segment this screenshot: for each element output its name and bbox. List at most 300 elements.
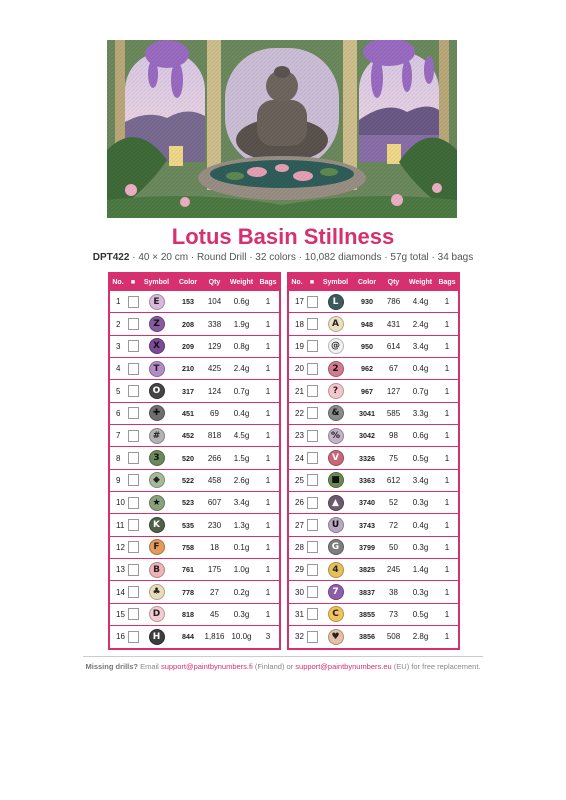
symbol-cell <box>319 536 352 558</box>
header-color: Color <box>352 273 382 291</box>
row-checkbox[interactable] <box>128 385 139 397</box>
row-checkbox[interactable] <box>307 564 318 576</box>
row-checkbox-cell <box>305 358 319 380</box>
quantity: 129 <box>203 335 226 357</box>
row-checkbox-cell <box>305 291 319 313</box>
color-code: 844 <box>173 626 203 649</box>
symbol-cell <box>319 514 352 536</box>
symbol-cell <box>140 514 173 536</box>
table-row <box>109 402 280 424</box>
symbol-badge: 3 <box>149 450 165 466</box>
table-row <box>109 380 280 402</box>
symbol-cell <box>140 358 173 380</box>
email-link-finland[interactable]: support@paintbynumbers.fi <box>160 662 253 671</box>
product-specs: · 40 × 20 cm · Round Drill · 32 colors · 10,082 diamonds · 57g total · 34 bags <box>129 252 474 263</box>
row-checkbox[interactable] <box>128 340 139 352</box>
weight: 3.3g <box>405 402 436 424</box>
weight: 0.3g <box>405 492 436 514</box>
symbol-badge: V <box>328 450 344 466</box>
row-checkbox-cell <box>305 402 319 424</box>
row-number: 23 <box>288 425 305 447</box>
weight: 0.1g <box>226 536 257 558</box>
bags: 1 <box>257 291 280 313</box>
row-checkbox[interactable] <box>307 474 318 486</box>
symbol-badge: ◆ <box>149 472 165 488</box>
bags: 1 <box>257 492 280 514</box>
quantity: 245 <box>382 559 405 581</box>
header-symbol: Symbol <box>140 273 173 291</box>
quantity: 431 <box>382 313 405 335</box>
row-number: 9 <box>109 469 126 491</box>
weight: 0.2g <box>226 581 257 603</box>
footer-note <box>0 662 566 671</box>
color-code: 3799 <box>352 536 382 558</box>
header-check: ■ <box>126 273 140 291</box>
header-symbol: Symbol <box>319 273 352 291</box>
row-checkbox[interactable] <box>128 363 139 375</box>
row-checkbox[interactable] <box>307 631 318 643</box>
row-checkbox-cell <box>126 559 140 581</box>
row-checkbox[interactable] <box>128 318 139 330</box>
symbol-cell <box>140 559 173 581</box>
row-checkbox[interactable] <box>128 452 139 464</box>
row-checkbox[interactable] <box>307 340 318 352</box>
symbol-cell <box>319 559 352 581</box>
row-checkbox-cell <box>305 447 319 469</box>
row-checkbox[interactable] <box>128 608 139 620</box>
symbol-badge: 4 <box>328 562 344 578</box>
bags: 1 <box>436 402 459 424</box>
weight: 2.8g <box>405 626 436 649</box>
row-checkbox-cell <box>126 402 140 424</box>
table-row <box>109 447 280 469</box>
table-row <box>109 559 280 581</box>
quantity: 98 <box>382 425 405 447</box>
email-link-eu[interactable]: support@paintbynumbers.eu <box>295 662 392 671</box>
symbol-cell <box>140 380 173 402</box>
row-number: 8 <box>109 447 126 469</box>
symbol-badge: # <box>149 428 165 444</box>
table-row <box>288 313 459 335</box>
weight: 3.4g <box>405 335 436 357</box>
symbol-cell <box>319 469 352 491</box>
row-number: 1 <box>109 291 126 313</box>
row-number: 11 <box>109 514 126 536</box>
table-row <box>109 291 280 313</box>
symbol-badge: Z <box>149 316 165 332</box>
row-checkbox[interactable] <box>307 363 318 375</box>
symbol-badge: ♣ <box>149 584 165 600</box>
bags: 1 <box>436 358 459 380</box>
symbol-badge: ✚ <box>149 405 165 421</box>
table-row <box>288 603 459 625</box>
bags: 1 <box>436 447 459 469</box>
row-number: 5 <box>109 380 126 402</box>
product-code: DPT422 <box>92 252 130 263</box>
row-number: 21 <box>288 380 305 402</box>
quantity: 38 <box>382 581 405 603</box>
color-code: 3743 <box>352 514 382 536</box>
quantity: 458 <box>203 469 226 491</box>
row-checkbox[interactable] <box>307 407 318 419</box>
row-checkbox[interactable] <box>307 296 318 308</box>
footer-text-2: (Finland) or <box>252 662 296 671</box>
row-number: 31 <box>288 603 305 625</box>
color-code: 3855 <box>352 603 382 625</box>
color-code: 3042 <box>352 425 382 447</box>
row-checkbox-cell <box>305 380 319 402</box>
quantity: 73 <box>382 603 405 625</box>
row-checkbox-cell <box>126 313 140 335</box>
weight: 0.3g <box>226 603 257 625</box>
symbol-cell <box>140 313 173 335</box>
weight: 0.5g <box>405 603 436 625</box>
color-code: 962 <box>352 358 382 380</box>
bags: 1 <box>436 425 459 447</box>
table-row <box>288 335 459 357</box>
symbol-badge: ▲ <box>328 495 344 511</box>
row-checkbox[interactable] <box>307 519 318 531</box>
row-checkbox-cell <box>305 581 319 603</box>
symbol-badge: H <box>149 629 165 645</box>
weight: 0.4g <box>226 402 257 424</box>
weight: 0.4g <box>405 514 436 536</box>
quantity: 69 <box>203 402 226 424</box>
symbol-cell <box>319 313 352 335</box>
bags: 1 <box>436 335 459 357</box>
color-code: 761 <box>173 559 203 581</box>
color-code: 520 <box>173 447 203 469</box>
row-checkbox-cell <box>126 469 140 491</box>
symbol-badge: K <box>149 517 165 533</box>
row-checkbox-cell <box>126 380 140 402</box>
row-checkbox[interactable] <box>128 430 139 442</box>
table-row <box>288 581 459 603</box>
symbol-badge: @ <box>328 338 344 354</box>
color-code: 930 <box>352 291 382 313</box>
row-number: 13 <box>109 559 126 581</box>
color-code: 3837 <box>352 581 382 603</box>
bags: 1 <box>257 536 280 558</box>
color-code: 3363 <box>352 469 382 491</box>
row-checkbox-cell <box>126 536 140 558</box>
table-row <box>109 492 280 514</box>
symbol-cell <box>319 603 352 625</box>
symbol-badge: U <box>328 517 344 533</box>
bags: 1 <box>436 291 459 313</box>
color-code: 778 <box>173 581 203 603</box>
row-number: 30 <box>288 581 305 603</box>
bags: 1 <box>257 469 280 491</box>
table-row <box>109 313 280 335</box>
table-row <box>288 425 459 447</box>
symbol-cell <box>319 581 352 603</box>
symbol-cell <box>140 469 173 491</box>
header-no: No. <box>288 273 305 291</box>
bags: 1 <box>436 603 459 625</box>
color-code: 522 <box>173 469 203 491</box>
row-number: 6 <box>109 402 126 424</box>
row-checkbox[interactable] <box>128 519 139 531</box>
bags: 1 <box>257 559 280 581</box>
symbol-badge: ? <box>328 383 344 399</box>
row-checkbox-cell <box>126 581 140 603</box>
footer-lead: Missing drills? <box>85 662 139 671</box>
row-number: 12 <box>109 536 126 558</box>
row-number: 16 <box>109 626 126 649</box>
quantity: 508 <box>382 626 405 649</box>
row-number: 4 <box>109 358 126 380</box>
header-color: Color <box>173 273 203 291</box>
symbol-cell <box>319 425 352 447</box>
quantity: 230 <box>203 514 226 536</box>
bags: 1 <box>257 402 280 424</box>
bags: 1 <box>436 559 459 581</box>
bags: 1 <box>436 492 459 514</box>
row-number: 20 <box>288 358 305 380</box>
footer-text-1: Email <box>138 662 161 671</box>
quantity: 75 <box>382 447 405 469</box>
row-checkbox-cell <box>305 603 319 625</box>
weight: 1.0g <box>226 559 257 581</box>
symbol-cell <box>140 291 173 313</box>
row-checkbox[interactable] <box>128 296 139 308</box>
header-weight: Weight <box>226 273 257 291</box>
row-number: 27 <box>288 514 305 536</box>
bags: 1 <box>436 626 459 649</box>
weight: 2.6g <box>226 469 257 491</box>
symbol-badge: ★ <box>149 495 165 511</box>
symbol-badge: 7 <box>328 584 344 600</box>
color-table-left <box>108 272 281 650</box>
symbol-badge: B <box>149 562 165 578</box>
symbol-badge: 2 <box>328 361 344 377</box>
color-code: 818 <box>173 603 203 625</box>
quantity: 104 <box>203 291 226 313</box>
weight: 0.3g <box>405 581 436 603</box>
table-row <box>109 581 280 603</box>
quantity: 607 <box>203 492 226 514</box>
symbol-badge: X <box>149 338 165 354</box>
row-checkbox[interactable] <box>307 385 318 397</box>
row-checkbox[interactable] <box>128 564 139 576</box>
row-checkbox-cell <box>126 425 140 447</box>
row-checkbox[interactable] <box>128 407 139 419</box>
table-row <box>288 447 459 469</box>
quantity: 72 <box>382 514 405 536</box>
header-weight: Weight <box>405 273 436 291</box>
symbol-cell <box>140 425 173 447</box>
weight: 4.5g <box>226 425 257 447</box>
table-row <box>109 469 280 491</box>
bags: 1 <box>257 313 280 335</box>
color-code: 950 <box>352 335 382 357</box>
row-checkbox[interactable] <box>128 497 139 509</box>
bags: 1 <box>257 514 280 536</box>
quantity: 266 <box>203 447 226 469</box>
symbol-badge: & <box>328 405 344 421</box>
weight: 1.5g <box>226 447 257 469</box>
color-code: 3326 <box>352 447 382 469</box>
symbol-cell <box>140 581 173 603</box>
weight: 4.4g <box>405 291 436 313</box>
row-checkbox-cell <box>305 626 319 649</box>
row-number: 26 <box>288 492 305 514</box>
bags: 1 <box>436 380 459 402</box>
weight: 0.5g <box>405 447 436 469</box>
header-check: ■ <box>305 273 319 291</box>
quantity: 786 <box>382 291 405 313</box>
bags: 1 <box>436 469 459 491</box>
symbol-badge: C <box>328 606 344 622</box>
color-code: 210 <box>173 358 203 380</box>
table-row <box>109 358 280 380</box>
table-row <box>288 402 459 424</box>
table-row <box>288 358 459 380</box>
row-checkbox[interactable] <box>307 497 318 509</box>
symbol-cell <box>140 447 173 469</box>
row-number: 24 <box>288 447 305 469</box>
row-checkbox[interactable] <box>307 586 318 598</box>
symbol-cell <box>140 536 173 558</box>
bags: 1 <box>436 514 459 536</box>
table-row <box>288 559 459 581</box>
row-number: 15 <box>109 603 126 625</box>
bags: 3 <box>257 626 280 649</box>
color-code: 451 <box>173 402 203 424</box>
table-row <box>288 626 459 649</box>
weight: 2.4g <box>405 313 436 335</box>
symbol-badge: ♥ <box>328 629 344 645</box>
weight: 3.4g <box>405 469 436 491</box>
row-checkbox[interactable] <box>307 318 318 330</box>
color-code: 153 <box>173 291 203 313</box>
symbol-cell <box>140 603 173 625</box>
bags: 1 <box>257 425 280 447</box>
row-checkbox-cell <box>126 626 140 649</box>
color-code: 3041 <box>352 402 382 424</box>
quantity: 67 <box>382 358 405 380</box>
row-checkbox-cell <box>305 514 319 536</box>
row-checkbox-cell <box>126 514 140 536</box>
quantity: 338 <box>203 313 226 335</box>
quantity: 52 <box>382 492 405 514</box>
symbol-badge: E <box>149 294 165 310</box>
color-code: 3856 <box>352 626 382 649</box>
symbol-cell <box>140 626 173 649</box>
symbol-badge: D <box>149 606 165 622</box>
product-subtitle <box>0 252 566 263</box>
color-code: 3825 <box>352 559 382 581</box>
weight: 1.4g <box>405 559 436 581</box>
row-checkbox[interactable] <box>128 474 139 486</box>
color-table-right <box>287 272 460 650</box>
symbol-cell <box>319 291 352 313</box>
symbol-badge: L <box>328 294 344 310</box>
row-checkbox-cell <box>305 425 319 447</box>
row-checkbox-cell <box>126 447 140 469</box>
weight: 1.3g <box>226 514 257 536</box>
page-title: Lotus Basin Stillness <box>171 224 395 249</box>
artwork-preview <box>107 40 457 218</box>
row-number: 14 <box>109 581 126 603</box>
row-checkbox[interactable] <box>128 586 139 598</box>
quantity: 175 <box>203 559 226 581</box>
quantity: 1,816 <box>203 626 226 649</box>
symbol-badge: O <box>149 383 165 399</box>
table-row <box>109 514 280 536</box>
symbol-badge: G <box>328 539 344 555</box>
table-row <box>288 536 459 558</box>
row-number: 17 <box>288 291 305 313</box>
table-row <box>288 469 459 491</box>
row-number: 10 <box>109 492 126 514</box>
footer-divider <box>83 656 483 657</box>
row-checkbox-cell <box>126 603 140 625</box>
quantity: 124 <box>203 380 226 402</box>
table-row <box>109 425 280 447</box>
table-row <box>109 536 280 558</box>
quantity: 425 <box>203 358 226 380</box>
header-qty: Qty <box>203 273 226 291</box>
color-code: 535 <box>173 514 203 536</box>
row-checkbox[interactable] <box>128 541 139 553</box>
color-code: 452 <box>173 425 203 447</box>
symbol-cell <box>140 492 173 514</box>
header-qty: Qty <box>382 273 405 291</box>
color-code: 948 <box>352 313 382 335</box>
weight: 10.0g <box>226 626 257 649</box>
color-code: 209 <box>173 335 203 357</box>
color-code: 317 <box>173 380 203 402</box>
row-number: 29 <box>288 559 305 581</box>
table-header-row <box>288 273 459 291</box>
row-checkbox[interactable] <box>307 541 318 553</box>
symbol-cell <box>319 358 352 380</box>
row-checkbox-cell <box>126 358 140 380</box>
quantity: 612 <box>382 469 405 491</box>
row-checkbox[interactable] <box>307 430 318 442</box>
symbol-cell <box>319 626 352 649</box>
weight: 0.6g <box>226 291 257 313</box>
header-no: No. <box>109 273 126 291</box>
bags: 1 <box>257 447 280 469</box>
footer-text-3: (EU) for free replacement. <box>391 662 481 671</box>
weight: 0.7g <box>226 380 257 402</box>
quantity: 45 <box>203 603 226 625</box>
color-code: 967 <box>352 380 382 402</box>
symbol-cell <box>140 335 173 357</box>
bags: 1 <box>257 335 280 357</box>
color-code: 208 <box>173 313 203 335</box>
row-number: 22 <box>288 402 305 424</box>
quantity: 614 <box>382 335 405 357</box>
weight: 1.9g <box>226 313 257 335</box>
weight: 0.4g <box>405 358 436 380</box>
bags: 1 <box>257 380 280 402</box>
row-checkbox-cell <box>305 536 319 558</box>
row-checkbox[interactable] <box>128 631 139 643</box>
row-number: 3 <box>109 335 126 357</box>
symbol-cell <box>319 335 352 357</box>
row-checkbox-cell <box>126 291 140 313</box>
row-checkbox[interactable] <box>307 452 318 464</box>
row-number: 32 <box>288 626 305 649</box>
row-checkbox[interactable] <box>307 608 318 620</box>
bags: 1 <box>436 581 459 603</box>
table-row <box>109 335 280 357</box>
header-bags: Bags <box>436 273 459 291</box>
